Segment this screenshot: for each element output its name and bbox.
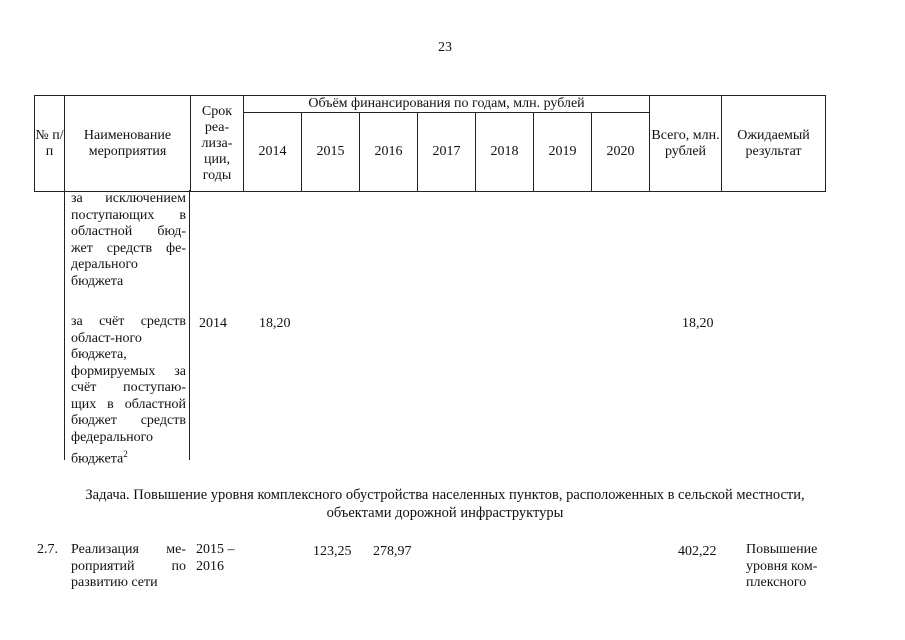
header-year-2018: 2018 bbox=[476, 113, 534, 192]
row-regional-name-text: за счёт средств област-ного бюджета, формируемых за счёт поступаю-щих в областной бюджет средств федерального бюджета bbox=[71, 314, 186, 467]
header-total: Всего, млн. рублей bbox=[650, 96, 722, 192]
page-number: 23 bbox=[438, 40, 452, 55]
funding-table-header bbox=[34, 95, 826, 192]
row-regional-total: 18,20 bbox=[682, 316, 714, 331]
header-year-2014: 2014 bbox=[244, 113, 302, 192]
row-27-num: 2.7. bbox=[37, 542, 58, 557]
footnote-marker: 2 bbox=[123, 449, 128, 459]
header-year-2015: 2015 bbox=[302, 113, 360, 192]
column-divider bbox=[189, 190, 190, 460]
header-year-2020: 2020 bbox=[592, 113, 650, 192]
header-year-2016: 2016 bbox=[360, 113, 418, 192]
row-27-srok bbox=[196, 542, 248, 575]
header-funding: Объём финансирования по годам, млн. рублей bbox=[244, 96, 650, 113]
row-continuation-name: за исключением поступающих в областной бюд-жет средств фе-дерального бюджета bbox=[71, 191, 186, 289]
header-year-2019: 2019 bbox=[534, 113, 592, 192]
row-27-2016: 278,97 bbox=[373, 544, 412, 559]
row-27-total: 402,22 bbox=[678, 544, 717, 559]
header-year-2017: 2017 bbox=[418, 113, 476, 192]
row-27-name: Реализация ме-роприятий по развитию сети bbox=[71, 542, 186, 590]
row-27-result: Повышение уровня ком-плексного bbox=[746, 542, 818, 590]
row-regional-2014: 18,20 bbox=[259, 316, 291, 331]
row-27-srok-line2: 2016 bbox=[196, 558, 224, 574]
row-regional-srok: 2014 bbox=[199, 316, 227, 331]
header-result: Ожидаемый результат bbox=[722, 96, 826, 192]
row-regional-name bbox=[71, 314, 186, 468]
task-heading bbox=[0, 486, 890, 522]
row-27-2015: 123,25 bbox=[313, 544, 352, 559]
header-num: № п/п bbox=[35, 96, 65, 192]
column-divider bbox=[64, 190, 65, 460]
task-line-2: объектами дорожной инфраструктуры bbox=[326, 505, 564, 521]
header-srok: Срок реа-лиза-ции, годы bbox=[191, 96, 244, 192]
task-line-1: Задача. Повышение уровня комплексного обустройства населенных пунктов, расположенных в сельской местности, bbox=[85, 487, 805, 503]
row-27-srok-line1: 2015 – bbox=[196, 542, 235, 557]
header-name: Наименование мероприятия bbox=[65, 96, 191, 192]
